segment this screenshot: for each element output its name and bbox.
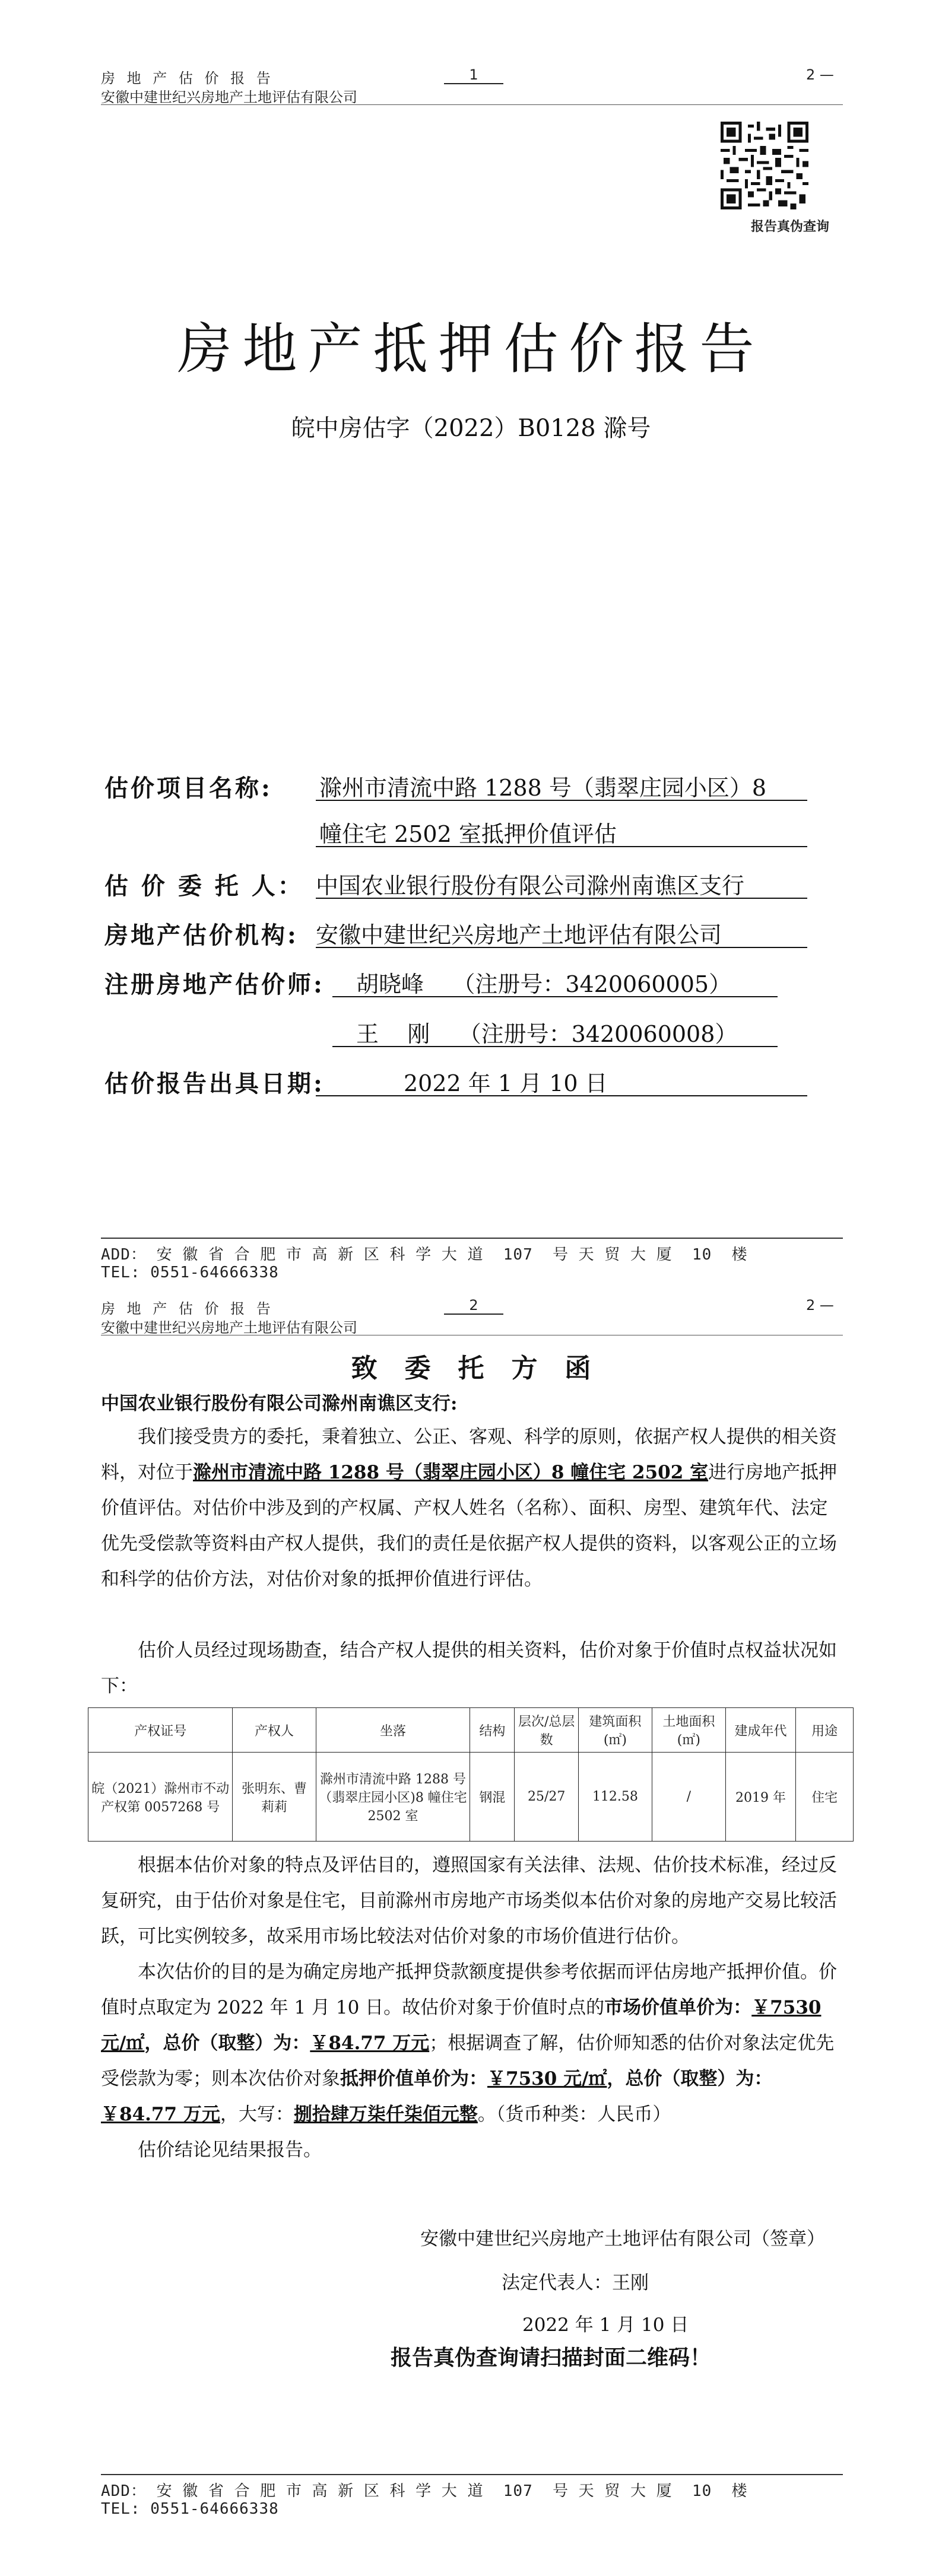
qr-code-icon[interactable]: [721, 122, 808, 209]
table-cell: 住宅: [796, 1753, 854, 1842]
table-header-row: [88, 1708, 854, 1753]
table-cell: 25/27: [515, 1753, 579, 1842]
paragraph-2: 估价人员经过现场勘查，结合产权人提供的相关资料，估价对象于价值时点权益状况如下：: [101, 1640, 837, 1697]
table-cell: 滁州市清流中路 1288 号（翡翠庄园小区)8 幢住宅 2502 室: [316, 1753, 470, 1842]
underline: [316, 947, 807, 948]
table-row: [88, 1753, 854, 1842]
footer-tel: TEL: 0551-64666338: [101, 2500, 279, 2518]
agency-value: 安徽中建世纪兴房地产土地评估有限公司: [316, 922, 722, 948]
table-header: 建成年代: [725, 1708, 795, 1753]
sign-company: 安徽中建世纪兴房地产土地评估有限公司（签章）: [420, 2228, 825, 2250]
paragraph-4: 本次估价的目的是为确定房地产抵押贷款额度提供参考依据而评估房地产抵押价值。价值时点取定为 2022 年 1 月 10 日。故估价对象于价值时点的市场价值单价为：￥7530 元/㎡，总价（取整）为：￥84.77 万元；根据调查了解，估价师知悉的估价对象法定优先受偿款为零；则本次估价对象抵押价值单价为：￥7530 元/㎡，总价（取整）为：￥84.77 万元，大写：捌拾肆万柒仟柒佰元整。（货币种类：人民币）: [101, 1961, 837, 2125]
underline: [316, 846, 807, 847]
table-header: 用途: [796, 1708, 854, 1753]
table-cell: 112.58: [578, 1753, 652, 1842]
page-header-title: 房 地 产 估 价 报 告: [101, 1300, 274, 1317]
appraiser-1: 胡晓峰 （注册号：3420060005）: [356, 971, 732, 997]
salutation: 中国农业银行股份有限公司滁州南谯区支行:: [101, 1393, 458, 1414]
footer-divider: [101, 1238, 843, 1239]
page-header-company: 安徽中建世纪兴房地产土地评估有限公司: [101, 89, 357, 106]
paragraph-5: 估价结论见结果报告。: [138, 2139, 322, 2161]
property-table: [88, 1707, 854, 1842]
report-code: 皖中房估字（2022）B0128 滁号: [291, 415, 651, 442]
date-label: 估价报告出具日期:: [104, 1070, 325, 1098]
qr-caption: 报告真伪查询: [751, 219, 830, 234]
client-label: 估 价 委 托 人：: [104, 872, 304, 900]
underline: [316, 1095, 807, 1096]
sign-representative: 法定代表人：王刚: [502, 2272, 649, 2294]
table-cell: 2019 年: [725, 1753, 795, 1842]
table-cell: 皖（2021）滁州市不动产权第 0057268 号: [88, 1753, 233, 1842]
project-value-line2: 幢住宅 2502 室抵押价值评估: [319, 821, 617, 847]
table-cell: 钢混: [470, 1753, 515, 1842]
underline: [316, 800, 807, 801]
appraiser-2: 王 刚 （注册号：3420060008）: [356, 1021, 738, 1047]
paragraph-1: 我们接受贵方的委托，秉着独立、公正、客观、科学的原则，依据产权人提供的相关资料，对位于滁州市清流中路 1288 号（翡翠庄园小区）8 幢住宅 2502 室进行房地产抵押价值评估。对估价中涉及到的产权属、产权人姓名（名称）、面积、房型、建筑年代、法定优先受偿款等资料由产权人提供，我们的责任是依据产权人提供的资料，以客观公正的立场和科学的估价方法，对估价对象的抵押价值进行评估。: [101, 1426, 838, 1590]
table-header: 建筑面积(㎡): [578, 1708, 652, 1753]
footer-tel: TEL: 0551-64666338: [101, 1264, 279, 1281]
appraiser-label: 注册房地产估价师:: [104, 971, 325, 998]
table-header: 产权证号: [88, 1708, 233, 1753]
letter-title: 致 委 托 方 函: [351, 1353, 591, 1384]
paragraph-3: 根据本估价对象的特点及评估目的，遵照国家有关法律、法规、估价技术标准，经过反复研究，由于估价对象是住宅，目前滁州市房地产市场类似本估价对象的房地产交易比较活跃，可比实例较多，故采用市场比较法对估价对象的市场价值进行估价。: [101, 1855, 837, 1947]
table-header: 产权人: [233, 1708, 316, 1753]
page-header-title: 房 地 产 估 价 报 告: [101, 70, 274, 87]
footer-divider: [101, 2474, 843, 2475]
page-number: 1: [444, 66, 503, 84]
page-number: 2: [444, 1297, 503, 1315]
header-divider: [101, 104, 843, 105]
sign-date: 2022 年 1 月 10 日: [522, 2314, 689, 2336]
project-value-line1: 滁州市清流中路 1288 号（翡翠庄园小区）8: [319, 775, 767, 801]
table-header: 坐落: [316, 1708, 470, 1753]
underline: [332, 996, 778, 997]
table-cell: 张明东、曹莉莉: [233, 1753, 316, 1842]
client-value: 中国农业银行股份有限公司滁州南谯区支行: [316, 873, 745, 899]
footer-address: ADD： 安 徽 省 合 肥 市 高 新 区 科 学 大 道 107 号 天 贸 大 厦 10 楼: [101, 1246, 748, 1264]
footer-address: ADD： 安 徽 省 合 肥 市 高 新 区 科 学 大 道 107 号 天 贸 大 厦 10 楼: [101, 2482, 748, 2500]
report-title: 房地产抵押估价报告: [177, 317, 765, 381]
date-value: 2022 年 1 月 10 日: [404, 1070, 608, 1096]
table-cell: /: [652, 1753, 725, 1842]
table-header: 结构: [470, 1708, 515, 1753]
underline: [332, 1046, 778, 1047]
table-header: 层次/总层数: [515, 1708, 579, 1753]
project-label: 估价项目名称:: [104, 774, 272, 802]
table-header: 土地面积(㎡): [652, 1708, 725, 1753]
verify-note: 报告真伪查询请扫描封面二维码！: [391, 2345, 712, 2370]
agency-label: 房地产估价机构:: [104, 921, 299, 949]
page-total: 2 —: [806, 66, 834, 83]
page-total: 2 —: [806, 1297, 834, 1314]
underline: [316, 898, 807, 899]
page-header-company: 安徽中建世纪兴房地产土地评估有限公司: [101, 1319, 357, 1336]
